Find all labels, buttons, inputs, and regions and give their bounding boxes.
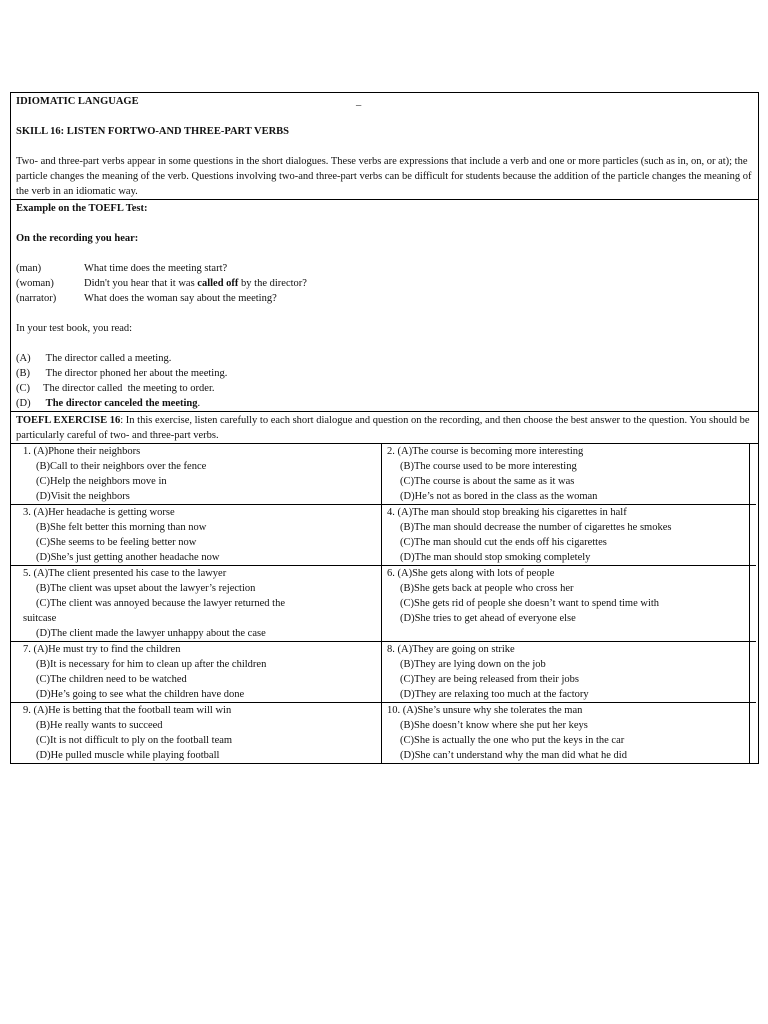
example-section <box>11 200 758 412</box>
question-option-c: (C)The course is about the same as it was <box>400 476 575 487</box>
question-option-a: 8. (A)They are going on strike <box>387 644 515 655</box>
question-option-a: 7. (A)He must try to find the children <box>23 644 181 655</box>
dialogue-speaker: (narrator) <box>16 293 57 304</box>
question-option-b: (B)Call to their neighbors over the fence <box>36 461 207 472</box>
question-option-c: (C)Help the neighbors move in <box>36 476 167 487</box>
question-option-d: (D)She tries to get ahead of everyone else <box>400 613 576 624</box>
table-edge-cell <box>750 642 756 703</box>
question-option-a: 1. (A)Phone their neighbors <box>23 446 141 457</box>
question-cell <box>11 703 382 763</box>
question-option-a: 4. (A)The man should stop breaking his cigarettes in half <box>387 507 627 518</box>
question-option-c: (C)They are being released from their jobs <box>400 674 580 685</box>
question-option-d: (D)They are relaxing too much at the factory <box>400 689 589 700</box>
dialogue-text: What time does the meeting start? <box>84 263 228 274</box>
question-option-c: (C)The man should cut the ends off his cigarettes <box>400 537 607 548</box>
question-option-b: (B)The man should decrease the number of cigarettes he smokes <box>400 522 672 533</box>
question-option-b: (B)It is necessary for him to clean up after the children <box>36 659 267 670</box>
question-option-b: (B)She gets back at people who cross her <box>400 583 574 594</box>
question-cell <box>11 642 382 703</box>
question-option-c: (C)It is not difficult to ply on the football team <box>36 735 233 746</box>
question-option-c: (C)The client was annoyed because the lawyer returned the <box>36 598 285 609</box>
table-edge-cell <box>750 505 756 566</box>
example-title: Example on the TOEFL Test: <box>16 203 148 214</box>
question-cell <box>11 444 382 505</box>
question-option-d: (D)The client made the lawyer unhappy about the case <box>36 628 266 639</box>
question-option-d: (D)He pulled muscle while playing football <box>36 750 220 761</box>
example-option: (C) The director called the meeting to order. <box>16 383 215 394</box>
recording-label: On the recording you hear: <box>16 233 139 244</box>
question-option-a: 5. (A)The client presented his case to the lawyer <box>23 568 227 579</box>
question-option-c: (C)She gets rid of people she doesn’t want to spend time with <box>400 598 660 609</box>
exercise-text: : In this exercise, listen carefully to each short dialogue and question on the recording, and then choose the best answer to the question. You should be particularly careful of two- and three-part verbs. <box>16 415 750 441</box>
question-cell <box>382 642 750 703</box>
exercise-instructions <box>11 412 758 444</box>
question-option-c: (C)She is actually the one who put the keys in the car <box>400 735 625 746</box>
title-dash: _ <box>356 96 362 107</box>
question-option-a: 3. (A)Her headache is getting worse <box>23 507 175 518</box>
question-option-a: 10. (A)She’s unsure why she tolerates the man <box>387 705 583 716</box>
question-option-b: (B)They are lying down on the job <box>400 659 546 670</box>
question-option-b: (B)The course used to be more interesting <box>400 461 577 472</box>
question-option-b: (B)She doesn’t know where she put her keys <box>400 720 588 731</box>
dialogue-text: What does the woman say about the meeting? <box>84 293 277 304</box>
question-option-a: 6. (A)She gets along with lots of people <box>387 568 555 579</box>
question-option-d: (D)She’s just getting another headache now <box>36 552 220 563</box>
document-page <box>10 92 759 764</box>
dialogue-speaker: (woman) <box>16 278 54 289</box>
example-option: (A) The director called a meeting. <box>16 353 172 364</box>
question-option-c: (C)She seems to be feeling better now <box>36 537 197 548</box>
dialogue-speaker: (man) <box>16 263 42 274</box>
question-cell <box>382 505 750 566</box>
idiom-highlight: called off <box>197 278 239 289</box>
question-option-d: (D)Visit the neighbors <box>36 491 130 502</box>
dialogue-line <box>16 291 753 306</box>
test-book-label: In your test book, you read: <box>16 323 133 334</box>
skill-heading: SKILL 16: LISTEN FORTWO-AND THREE-PART VERBS <box>16 126 290 137</box>
question-cell <box>382 703 750 763</box>
dialogue-line <box>16 276 753 291</box>
skill-intro: Two- and three-part verbs appear in some questions in the short dialogues. These verbs are expressions that include a verb and one or more particles (such as in, on, or at); the particle changes the meaning of the verb. Questions involving two-and three-part verbs can be difficult for students because the addition of the particle changes the meaning of the verb in an idiomatic way. <box>16 156 752 197</box>
exercise-title: TOEFL EXERCISE 16 <box>16 415 121 426</box>
question-option-b: (B)He really wants to succeed <box>36 720 163 731</box>
question-cell <box>382 566 750 642</box>
dialogue-text: Didn't you hear that it was called off by the director? <box>84 278 307 289</box>
question-option-d: (D)He’s going to see what the children have done <box>36 689 245 700</box>
table-edge-cell <box>750 566 756 642</box>
question-cell <box>382 444 750 505</box>
example-option: (B) The director phoned her about the meeting. <box>16 368 228 379</box>
question-option-d: (D)The man should stop smoking completely <box>400 552 591 563</box>
table-edge-cell <box>750 703 756 763</box>
question-option-d: (D)He’s not as bored in the class as the woman <box>400 491 598 502</box>
question-option-a: 2. (A)The course is becoming more interesting <box>387 446 584 457</box>
question-option-d: (D)She can’t understand why the man did what he did <box>400 750 627 761</box>
question-cell <box>11 566 382 642</box>
question-cell <box>11 505 382 566</box>
question-option-c-cont: suitcase <box>23 613 57 624</box>
table-edge-cell <box>750 444 756 505</box>
example-option-correct: (D) The director canceled the meeting . <box>16 398 201 409</box>
questions-table <box>11 444 758 763</box>
question-option-b: (B)She felt better this morning than now <box>36 522 207 533</box>
question-option-c: (C)The children need to be watched <box>36 674 187 685</box>
section-title: IDIOMATIC LANGUAGE <box>16 96 139 107</box>
question-option-b: (B)The client was upset about the lawyer’s rejection <box>36 583 256 594</box>
skill-header-section <box>11 93 758 200</box>
question-option-a: 9. (A)He is betting that the football team will win <box>23 705 232 716</box>
dialogue-line <box>16 261 753 276</box>
